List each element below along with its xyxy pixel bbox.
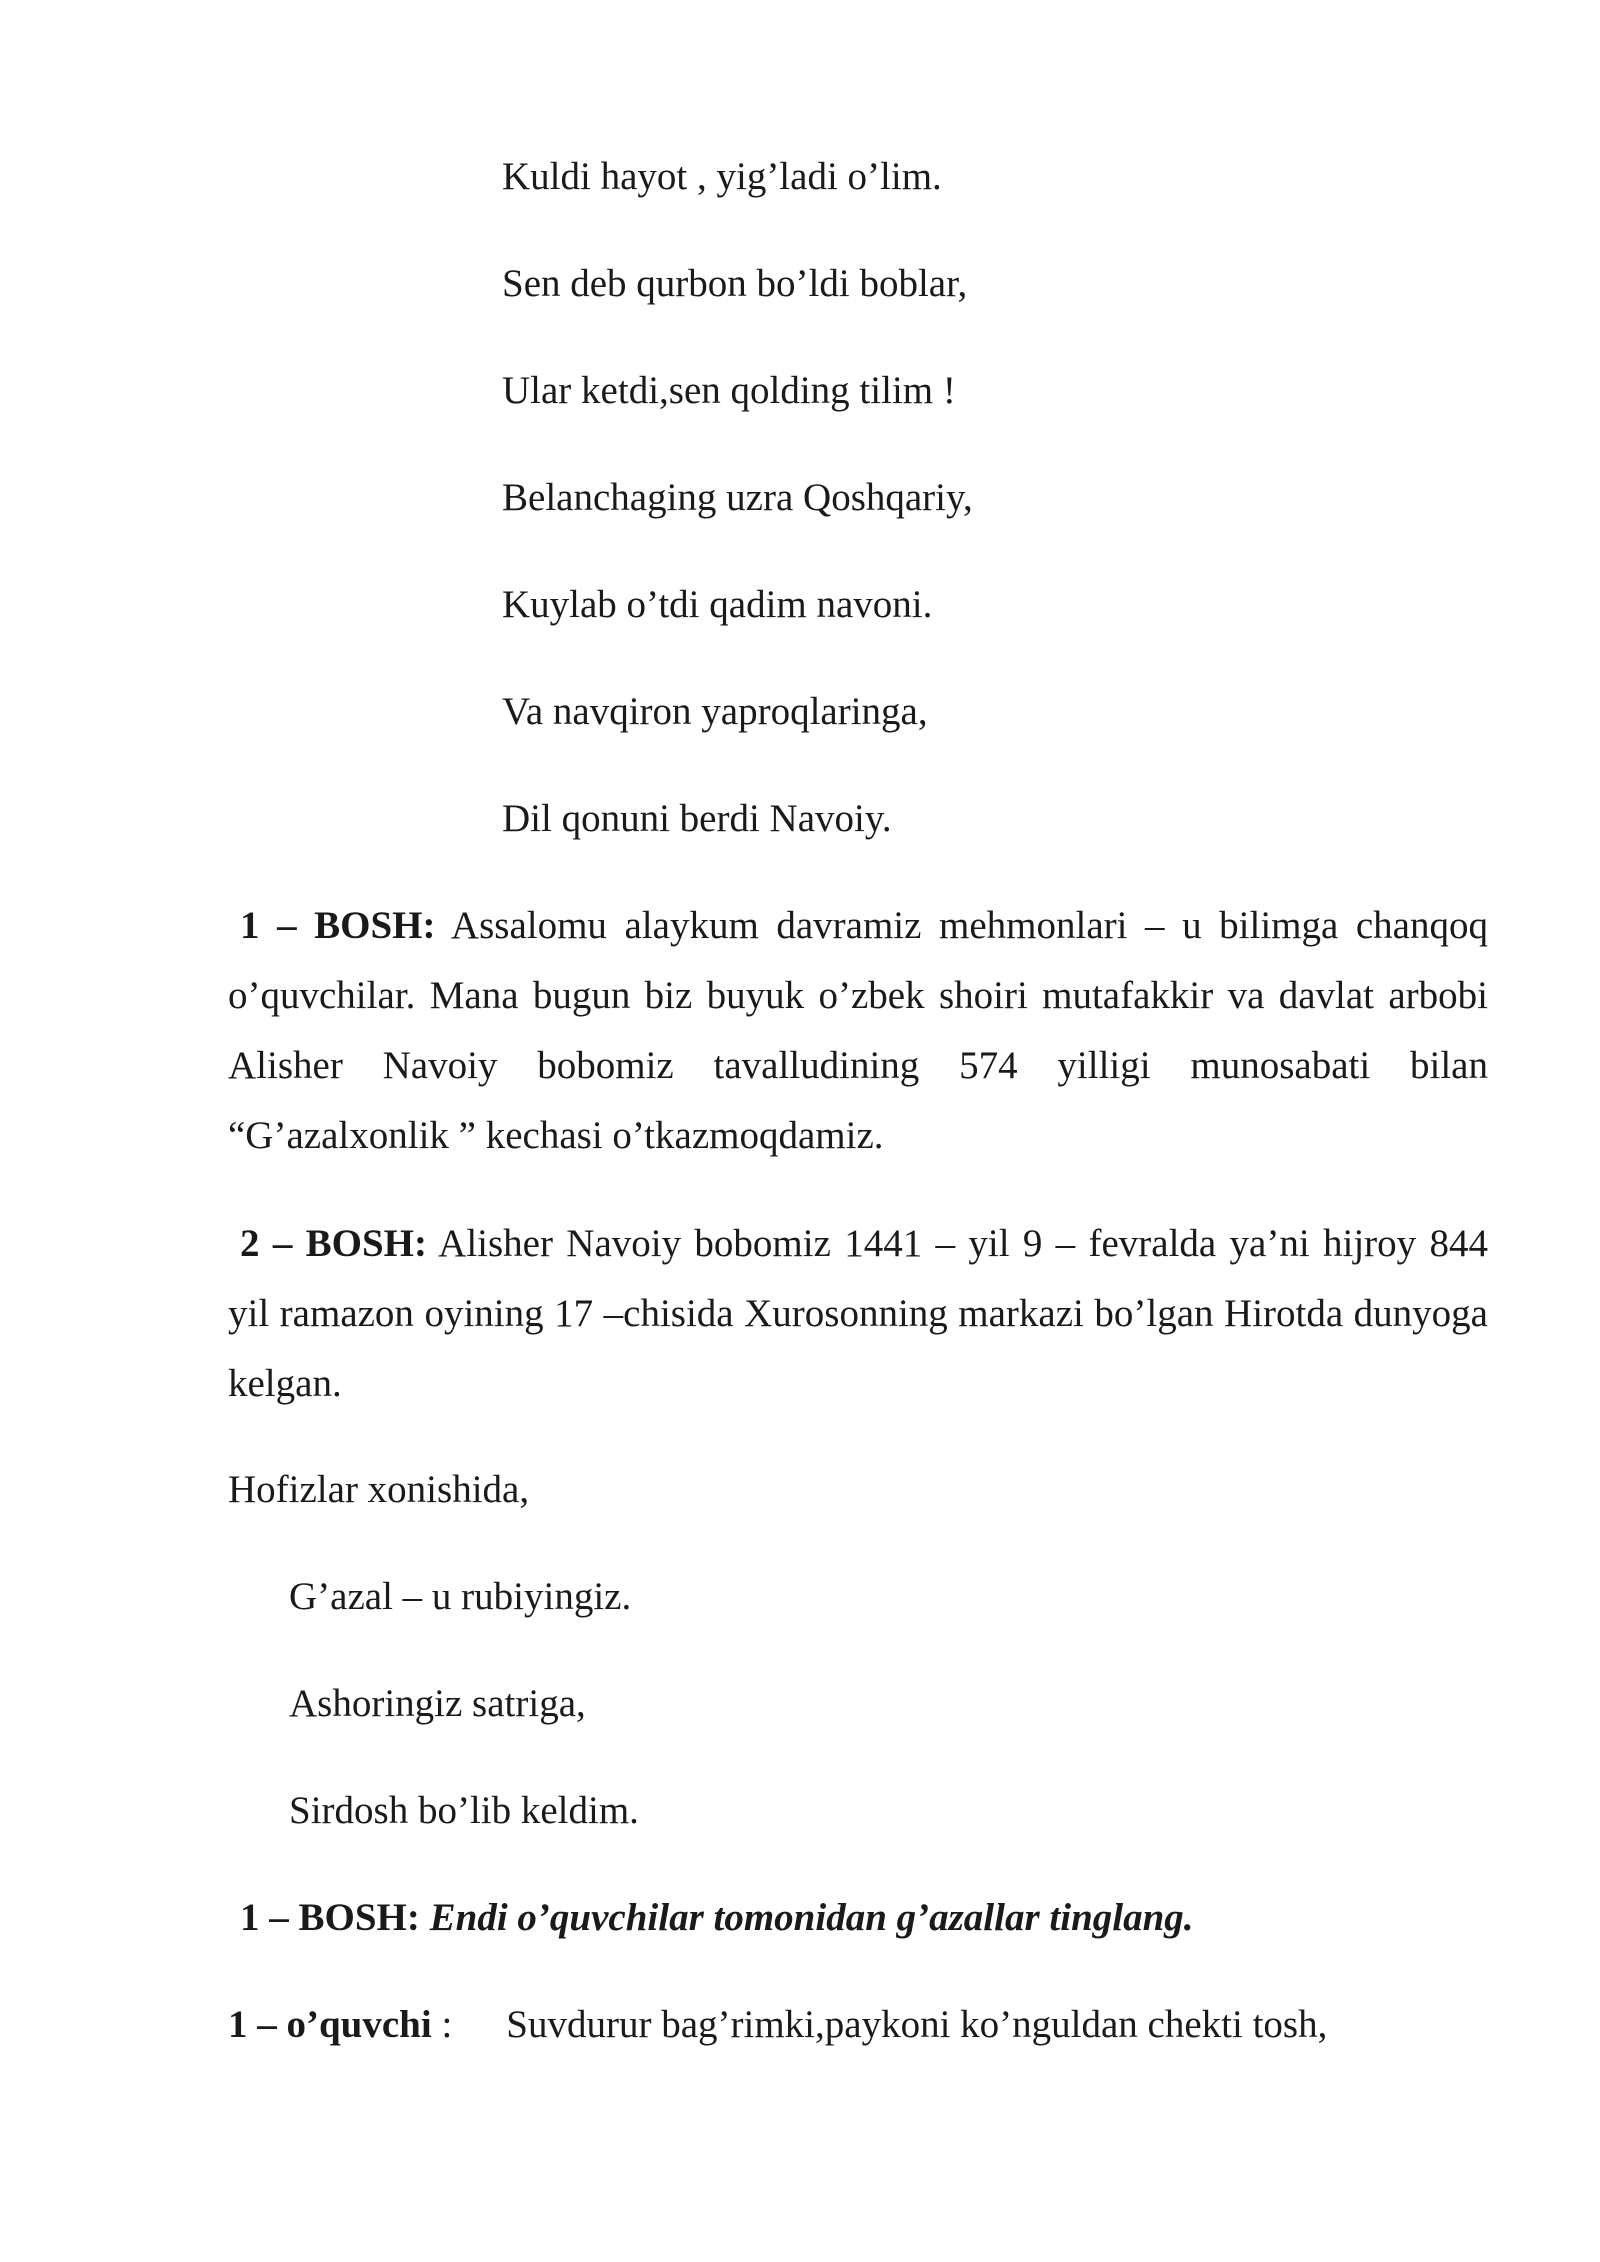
poem-line: Kuldi hayot , yig’ladi o’lim. (502, 155, 942, 198)
paragraph-text: Assalomu alaykum davramiz mehmonlari – u bilimga chanqoq o’quvchilar. Mana bugun biz buyuk o’zbek shoiri mutafakkir va davlat arbobi Alisher Navoiy bobomiz tavalludining 574 yilligi munosabati bilan “G’azalxonlik ” kechasi o’tkazmoqdamiz. (228, 904, 1488, 1157)
poem-line: Ashoringiz satriga, (289, 1682, 586, 1725)
poem-line: Kuylab o’tdi qadim navoni. (502, 583, 933, 626)
poem-line: Belanchaging uzra Qoshqariy, (502, 476, 973, 519)
poem-line: G’azal – u rubiyingiz. (289, 1575, 632, 1618)
paragraph-host2-biography (228, 1209, 1488, 1419)
student-verse: Suvdurur bag’rimki,paykoni ko’nguldan chekti tosh, (506, 2003, 1328, 2046)
speaker-label: 2 – BOSH: (240, 1222, 427, 1265)
poem-line: Sirdosh bo’lib keldim. (289, 1789, 639, 1832)
speaker-label: 1 – o’quvchi (228, 2003, 432, 2046)
paragraph-text: Alisher Navoiy bobomiz 1441 – yil 9 – fevralda ya’ni hijroy 844 yil ramazon oyining 17 –chisida Xurosonning markazi bo’lgan Hirotda dunyoga kelgan. (228, 1222, 1488, 1405)
speaker-label: 1 – BOSH: (240, 1896, 420, 1939)
paragraph-host1-welcome (228, 891, 1488, 1171)
poem-line: Va navqiron yaproqlaringa, (502, 690, 928, 733)
speaker-colon: : (431, 2003, 453, 2046)
paragraph-host1-invite (240, 1894, 1194, 1942)
poem-line: Sen deb qurbon bo’ldi boblar, (502, 262, 968, 305)
verse-intro: Hofizlar xonishida, (228, 1468, 530, 1511)
poem-line: Dil qonuni berdi Navoiy. (502, 797, 892, 840)
student-line (228, 2001, 1327, 2049)
speaker-label: 1 – BOSH: (240, 904, 436, 947)
poem-line: Ular ketdi,sen qolding tilim ! (502, 369, 956, 412)
invite-text: Endi o’quvchilar tomonidan g’azallar tinglang. (429, 1896, 1194, 1939)
